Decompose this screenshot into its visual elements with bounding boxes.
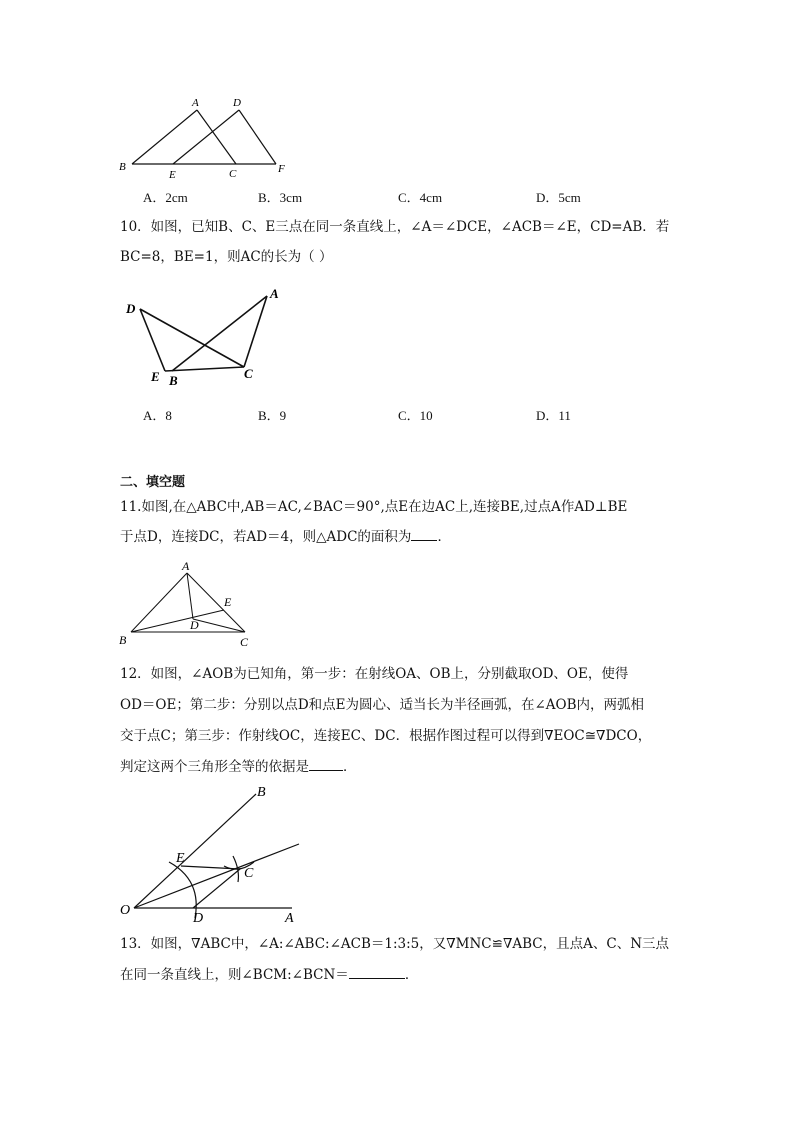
q10-label-c: C: [244, 366, 253, 381]
q11-label-b: B: [119, 633, 127, 647]
q12-line-4-end: ．: [343, 759, 357, 775]
q13-line-1: 13．如图，∇ABC中，∠A:∠ABC:∠ACB＝1:3:5，又∇MNC≌∇ABC，且点A、C、N三点: [120, 936, 670, 952]
q9-label-e: E: [169, 169, 176, 181]
section-title: 二、填空题: [120, 475, 186, 490]
q12-line-3: 交于点C；第三步：作射线OC，连接EC、DC．根据作图过程可以得到∇EOC≅∇DCO，: [120, 728, 652, 744]
q11-line-2: [120, 528, 451, 546]
q9-label-c: C: [229, 168, 237, 180]
q9-label-d: D: [233, 97, 241, 109]
q10-option-b: B．9: [258, 408, 287, 423]
q13-line-2-text: 在同一条直线上，则∠BCM:∠BCN＝: [120, 967, 349, 983]
q9-label-a: A: [192, 97, 199, 109]
q12-label-c: C: [244, 866, 254, 881]
q12-figure: [114, 782, 314, 927]
q10-label-b: B: [169, 373, 178, 388]
q10-label-d: D: [126, 301, 136, 316]
q9-option-c: C．4cm: [398, 190, 443, 205]
q10-option-a: A．8: [143, 408, 172, 423]
q9-option-d: D．5cm: [536, 190, 581, 205]
q11-label-d: D: [190, 618, 199, 632]
q12-label-e: E: [176, 851, 185, 866]
q11-label-a: A: [182, 559, 190, 573]
q9-label-b: B: [119, 161, 126, 173]
q13-answer-blank[interactable]: [349, 966, 405, 979]
q11-label-e: E: [224, 595, 232, 609]
q12-line-1: 12．如图，∠AOB为已知角，第一步：在射线OA、OB上，分别截取OD、OE，使得: [120, 666, 629, 682]
q11-line-1: 11.如图,在△ABC中,AB＝AC,∠BAC＝90°,点E在边AC上,连接BE,过点A作AD⊥BE: [120, 499, 628, 515]
q11-label-c: C: [240, 635, 249, 649]
q10-line-1: 10．如图，已知B、C、E三点在同一条直线上，∠A＝∠DCE，∠ACB＝∠E，CD=AB．若: [120, 219, 670, 235]
q12-label-a: A: [285, 911, 294, 926]
q12-line-2: OD＝OE；第二步：分别以点D和点E为圆心、适当长为半径画弧，在∠AOB内，两弧相: [120, 697, 645, 713]
q11-line-2-text: 于点D，连接DC，若AD＝4，则△ADC的面积为: [120, 529, 412, 545]
q9-option-a: A．2cm: [143, 190, 188, 205]
q9-label-f: F: [278, 163, 285, 175]
q12-label-b: B: [257, 785, 266, 800]
q11-line-2-end: ．: [437, 529, 451, 545]
q9-figure: [110, 92, 300, 184]
q12-line-4: [120, 758, 357, 776]
q10-label-e: E: [151, 369, 160, 384]
q10-option-d: D．11: [536, 408, 571, 423]
q9-option-b: B．3cm: [258, 190, 303, 205]
q13-line-2: [120, 966, 418, 984]
q12-answer-blank[interactable]: [309, 758, 343, 771]
q13-line-2-end: ．: [404, 967, 419, 983]
q12-line-4-text: 判定这两个三角形全等的依据是: [120, 759, 309, 775]
q12-label-d: D: [193, 911, 204, 926]
q10-label-a: A: [270, 286, 279, 301]
q11-figure: [114, 558, 254, 653]
q12-label-o: O: [120, 903, 131, 918]
q10-option-c: C．10: [398, 408, 433, 423]
q10-figure: [122, 282, 292, 392]
q11-answer-blank[interactable]: [411, 528, 437, 541]
q10-line-2: BC=8，BE=1，则AC的长为（ ）: [120, 249, 333, 265]
